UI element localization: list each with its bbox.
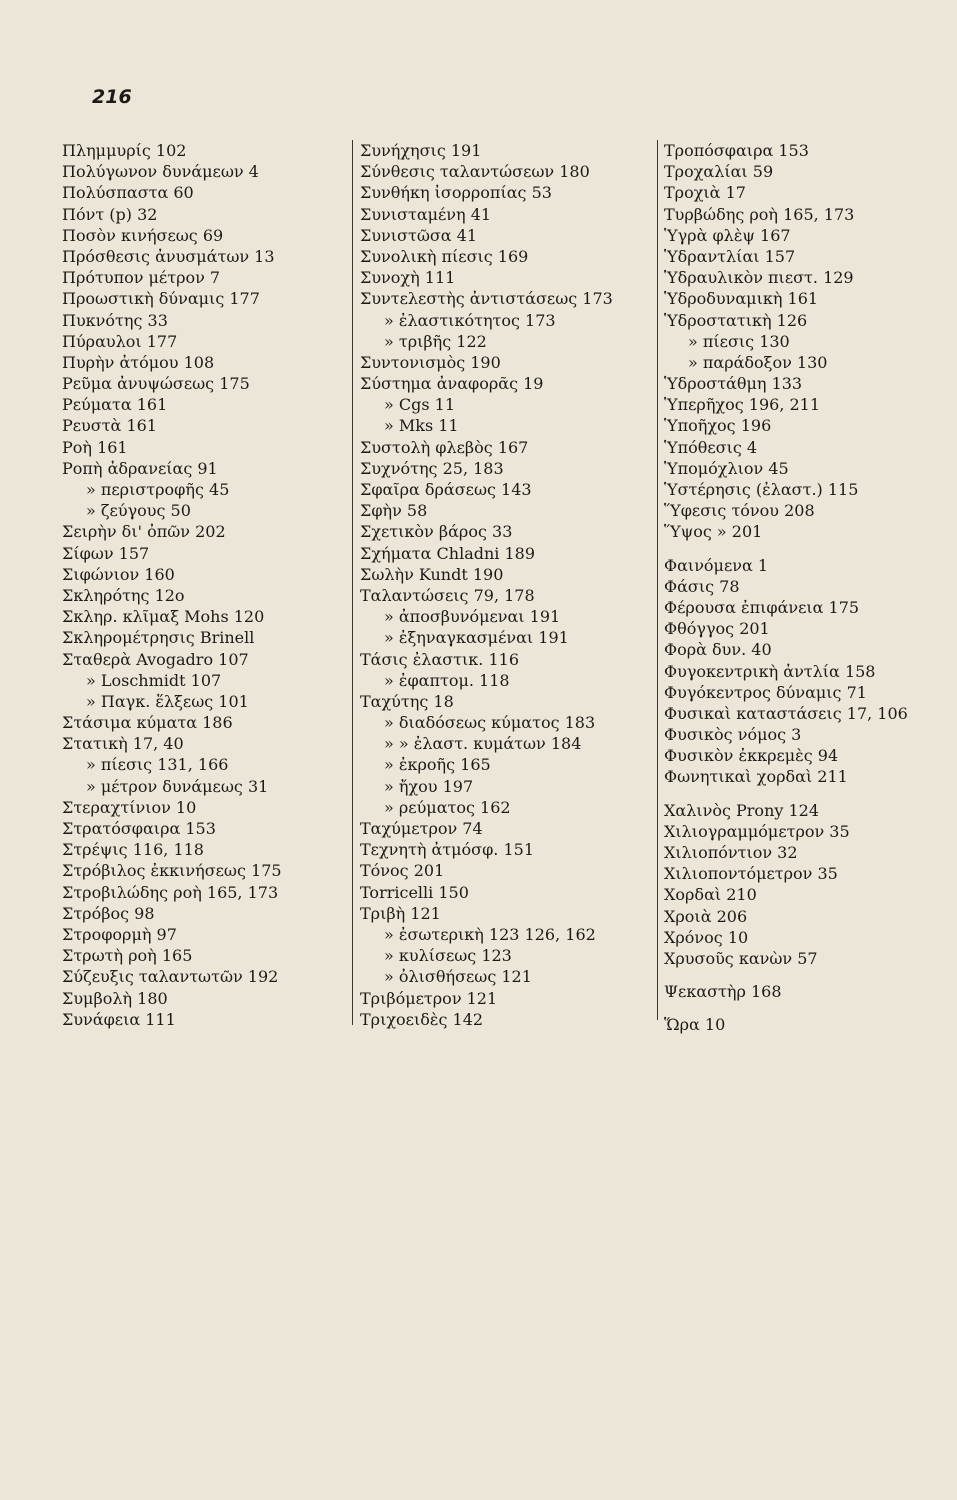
index-entry: Σφαῖρα δράσεως 143: [360, 480, 532, 499]
index-entry: Στρόβιλος ἐκκινήσεως 175: [62, 861, 282, 881]
index-entry: Φθόγγος 201: [664, 619, 770, 639]
index-entry: Χαλινὸς Prony 124: [664, 800, 820, 820]
index-entry: Συμβολὴ 180: [62, 988, 168, 1008]
index-subentry: » Παγκ. ἕλξεως 101: [86, 691, 249, 711]
index-entry: Στρόβος 98: [62, 903, 155, 923]
index-entry: Ὑποῆχος 196: [664, 416, 772, 436]
index-column-3: [664, 140, 954, 1036]
index-subentry: » ἐφαπτομ. 118: [384, 670, 510, 690]
index-entry: Ὑδροστάθμη 133: [664, 374, 803, 394]
index-subentry: » διαδόσεως κύματος 183: [384, 713, 596, 733]
index-entry: Φέρουσα ἐπιφάνεια 175: [664, 597, 860, 617]
index-entry: Φαινόμενα 1: [664, 555, 769, 575]
index-entry: Ὕφεσις τόνου 208: [664, 501, 815, 521]
index-entry: Πολύσπαστα 60: [62, 183, 194, 203]
index-entry: Πρότυπον μέτρον 7: [62, 268, 221, 288]
index-entry: Συντελεστὴς ἀντιστάσεως 173: [360, 289, 613, 309]
index-subentry: » ὀλισθήσεως 121: [384, 967, 532, 987]
index-subentry: » ἀποσβυνόμεναι 191: [384, 607, 561, 627]
index-entry: Στρωτὴ ροὴ 165: [62, 946, 193, 966]
index-entry: Πρόσθεσις ἀνυσμάτων 13: [62, 246, 275, 266]
index-entry: Σχετικὸν βάρος 33: [360, 522, 513, 542]
index-entry: Ὑδροστατικὴ 126: [664, 310, 808, 330]
index-entry: Ὑδροδυναμικὴ 161: [664, 289, 819, 309]
index-entry: Σκληρ. κλῖμαξ Mohs 120: [62, 607, 265, 627]
index-entry: Ταχύτης 18: [360, 691, 454, 711]
index-subentry: » τριβῆς 122: [384, 331, 487, 351]
index-entry: Στεραχτίνιον 10: [62, 797, 197, 817]
index-entry: Τροπόσφαιρα 153: [664, 141, 809, 160]
index-entry: Συνοχὴ 111: [360, 268, 456, 288]
index-entry: Φυσικαὶ καταστάσεις 17, 106: [664, 703, 908, 723]
index-subentry: » μέτρον δυνάμεως 31: [86, 776, 269, 796]
index-subentry: » ρεύματος 162: [384, 797, 511, 817]
index-subentry: » ἤχου 197: [384, 776, 474, 796]
index-entry: Συνισταμένη 41: [360, 204, 492, 224]
column-divider-1: [352, 140, 353, 1025]
index-entry: Συνθήκη ἰσορροπίας 53: [360, 183, 552, 203]
index-entry: Πλημμυρίς 102: [62, 141, 187, 160]
index-subentry: » παράδοξον 130: [688, 352, 828, 372]
index-entry: Σκληρομέτρησις Brinell: [62, 628, 255, 648]
index-entry: Τυρβώδης ροὴ 165, 173: [664, 204, 855, 224]
index-entry: Πόντ (p) 32: [62, 204, 158, 224]
index-entry: Τάσις ἐλαστικ. 116: [360, 649, 520, 669]
index-entry: Πυκνότης 33: [62, 310, 168, 330]
index-entry: Τριβόμετρον 121: [360, 988, 498, 1008]
index-entry: Σειρὴν δι' ὀπῶν 202: [62, 522, 226, 542]
index-entry: Πυρὴν ἀτόμου 108: [62, 352, 215, 372]
index-entry: Σύνθεσις ταλαντώσεων 180: [360, 162, 590, 182]
index-entry: Συνάφεια 111: [62, 1009, 176, 1029]
index-entry: Σιφώνιον 160: [62, 564, 175, 584]
index-entry: Συνήχησις 191: [360, 141, 482, 160]
index-entry: Συνολικὴ πίεσις 169: [360, 246, 529, 266]
index-entry: Φάσις 78: [664, 576, 740, 596]
index-entry: Ὑδραντλίαι 157: [664, 246, 796, 266]
index-entry: Χιλιογραμμόμετρον 35: [664, 821, 850, 841]
index-entry: Στρατόσφαιρα 153: [62, 819, 216, 838]
index-entry: Ρεύματα 161: [62, 395, 168, 415]
index-entry: Torricelli 150: [360, 882, 469, 902]
index-entry: Τριβὴ 121: [360, 903, 441, 923]
index-entry: Ὕψος » 201: [664, 522, 763, 542]
index-subentry: » πίεσις 130: [688, 331, 790, 351]
index-entry: Χιλιοπόντιον 32: [664, 843, 798, 862]
index-entry: Ὑπομόχλιον 45: [664, 458, 789, 478]
index-subentry: » κυλίσεως 123: [384, 946, 512, 966]
index-entry: Φωνητικαὶ χορδαὶ 211: [664, 767, 848, 787]
index-entry: Σύζευξις ταλαντωτῶν 192: [62, 967, 279, 987]
index-entry: Ροπὴ ἀδρανείας 91: [62, 458, 218, 478]
index-subentry: » ἐσωτερικὴ 123 126, 162: [384, 924, 596, 944]
column-divider-2: [657, 140, 658, 1020]
index-subentry: » ἐκροῆς 165: [384, 755, 491, 775]
index-entry: Στροβιλώδης ροὴ 165, 173: [62, 882, 279, 902]
index-subentry: » » ἐλαστ. κυμάτων 184: [384, 734, 582, 754]
index-entry: Σταθερὰ Avogadro 107: [62, 649, 249, 669]
index-entry: Ὑπόθεσις 4: [664, 437, 758, 457]
index-subentry: » ἐξηναγκασμέναι 191: [384, 628, 569, 648]
index-entry: Τριχοειδὲς 142: [360, 1009, 484, 1029]
index-entry: Σχήματα Chladni 189: [360, 543, 536, 563]
index-entry: Ρευστὰ 161: [62, 416, 157, 436]
index-entry: Σκληρότης 12ο: [62, 585, 185, 605]
index-entry: Στάσιμα κύματα 186: [62, 713, 233, 733]
index-entry: Συντονισμὸς 190: [360, 352, 501, 372]
index-column-2: [360, 140, 656, 1030]
index-subentry: » πίεσις 131, 166: [86, 755, 229, 775]
index-entry: Φορὰ δυν. 40: [664, 640, 772, 660]
index-subentry: » ζεύγους 50: [86, 501, 191, 521]
index-entry: Ταχύμετρον 74: [360, 819, 483, 838]
index-entry: Ρεῦμα ἀνυψώσεως 175: [62, 374, 250, 394]
index-entry: Ποσὸν κινήσεως 69: [62, 225, 224, 245]
index-entry: Σωλὴν Kundt 190: [360, 564, 504, 584]
index-entry: Ὥρα 10: [664, 1015, 726, 1035]
index-entry: Πολύγωνον δυνάμεων 4: [62, 162, 259, 182]
index-entry: Πύραυλοι 177: [62, 331, 178, 351]
index-entry: Ψεκαστὴρ 168: [664, 982, 782, 1002]
index-entry: Τροχαλίαι 59: [664, 162, 774, 182]
index-entry: Ροὴ 161: [62, 437, 128, 457]
index-entry: Τεχνητὴ ἀτμόσφ. 151: [360, 840, 535, 860]
index-subentry: » περιστροφῆς 45: [86, 480, 230, 499]
index-entry: Ὑδραυλικὸν πιεστ. 129: [664, 268, 854, 288]
index-entry: Φυσικὸν ἐκκρεμὲς 94: [664, 746, 839, 766]
index-column-1: [62, 140, 344, 1030]
index-entry: Χρόνος 10: [664, 927, 749, 947]
index-entry: Χρυσοῦς κανὼν 57: [664, 948, 818, 968]
index-entry: Χορδαὶ 210: [664, 885, 757, 905]
index-entry: Ὑστέρησις (ἐλαστ.) 115: [664, 480, 859, 499]
index-entry: Τόνος 201: [360, 861, 445, 881]
index-entry: Ὑπερῆχος 196, 211: [664, 395, 821, 415]
index-entry: Φυσικὸς νόμος 3: [664, 725, 802, 745]
index-entry: Σφὴν 58: [360, 501, 428, 521]
index-entry: Στατικὴ 17, 40: [62, 734, 184, 754]
index-entry: Σύστημα ἀναφορᾶς 19: [360, 374, 544, 394]
index-subentry: » Mks 11: [384, 416, 459, 436]
index-entry: Χιλιοποντόμετρον 35: [664, 864, 838, 884]
index-entry: Ὑγρὰ φλὲψ 167: [664, 225, 791, 245]
index-subentry: » Loschmidt 107: [86, 670, 222, 690]
index-subentry: » ἐλαστικότητος 173: [384, 310, 556, 330]
index-subentry: » Cgs 11: [384, 395, 456, 415]
index-entry: Συστολὴ φλεβὸς 167: [360, 437, 529, 457]
index-entry: Προωστικὴ δύναμις 177: [62, 289, 260, 309]
index-entry: Τροχιὰ 17: [664, 183, 746, 203]
index-entry: Στρέψις 116, 118: [62, 840, 204, 860]
index-entry: Στροφορμὴ 97: [62, 924, 177, 944]
index-entry: Ταλαντώσεις 79, 178: [360, 585, 535, 605]
index-entry: Χροιὰ 206: [664, 906, 748, 926]
index-entry: Συχνότης 25, 183: [360, 458, 504, 478]
index-entry: Σίφων 157: [62, 543, 150, 563]
page-number: 216: [92, 86, 132, 108]
index-entry: Φυγόκεντρος δύναμις 71: [664, 682, 867, 702]
index-entry: Συνιστῶσα 41: [360, 225, 478, 245]
index-entry: Φυγοκεντρικὴ ἀντλία 158: [664, 661, 876, 681]
